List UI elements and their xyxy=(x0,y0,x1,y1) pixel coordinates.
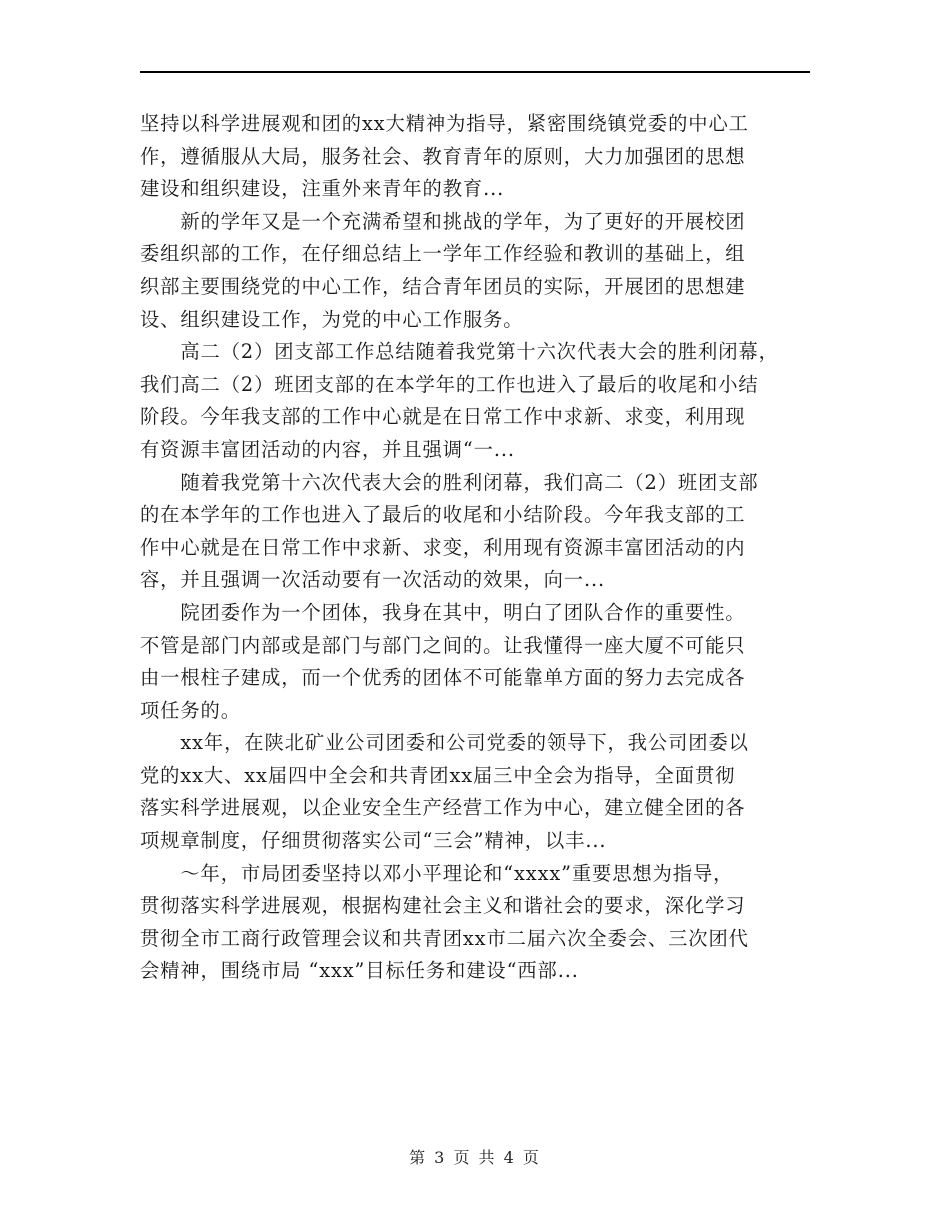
text-line: 织部主要围绕党的中心工作，结合青年团员的实际，开展团的思想建 xyxy=(140,274,746,298)
text-line: 委组织部的工作，在仔细总结上一学年工作经验和教训的基础上，组 xyxy=(140,242,746,266)
text-line: 落实科学进展观，以企业安全生产经营工作为中心，建立健全团的各 xyxy=(140,796,746,820)
text-line: 贯彻落实科学进展观，根据构建社会主义和谐社会的要求，深化学习 xyxy=(140,894,746,918)
text-line: 作，遵循服从大局，服务社会、教育青年的原则，大力加强团的思想 xyxy=(140,144,746,168)
text-line: 设、组织建设工作，为党的中心工作服务。 xyxy=(140,307,524,331)
text-line: 会精神，围绕市局 “xxx”目标任务和建设“西部... xyxy=(140,959,579,983)
text-line: 项规章制度，仔细贯彻落实公司“三会”精神，以丰... xyxy=(140,829,607,853)
text-line: ～年，市局团委坚持以邓小平理论和“xxxx”重要思想为指导， xyxy=(140,861,734,885)
page-number-footer: 第 3 页 共 4 页 xyxy=(409,1148,541,1167)
paragraph xyxy=(140,206,810,336)
text-line: 党的xx大、xx届四中全会和共青团xx届三中全会为指导，全面贯彻 xyxy=(140,763,736,787)
text-line: 坚持以科学进展观和团的xx大精神为指导，紧密围绕镇党委的中心工 xyxy=(140,112,749,135)
text-line: 作中心就是在日常工作中求新、求变，利用现有资源丰富团活动的内 xyxy=(140,535,746,559)
text-line: 项任务的。 xyxy=(140,698,241,722)
text-line: 容，并且强调一次活动要有一次活动的效果，向一... xyxy=(140,568,606,592)
paragraph xyxy=(140,336,810,466)
text-line: 的在本学年的工作也进入了最后的收尾和小结阶段。今年我支部的工 xyxy=(140,503,746,527)
paragraph xyxy=(140,727,810,857)
paragraph xyxy=(140,467,810,597)
text-line: 贯彻全市工商行政管理会议和共青团xx市二届六次全委会、三次团代 xyxy=(140,926,749,950)
text-line: 新的学年又是一个充满希望和挑战的学年，为了更好的开展校团 xyxy=(140,209,746,233)
document-body xyxy=(140,108,810,988)
text-line: 阶段。今年我支部的工作中心就是在日常工作中求新、求变，利用现 xyxy=(140,405,746,429)
paragraph xyxy=(140,108,810,206)
header-rule xyxy=(140,71,810,73)
text-line: 院团委作为一个团体，我身在其中，明白了团队合作的重要性。 xyxy=(140,600,746,624)
text-line: 随着我党第十六次代表大会的胜利闭幕，我们高二（2）班团支部 xyxy=(140,470,759,494)
text-line: 高二（2）团支部工作总结随着我党第十六次代表大会的胜利闭幕， xyxy=(140,340,779,364)
text-line: 由一根柱子建成，而一个优秀的团体不可能靠单方面的努力去完成各 xyxy=(140,666,746,690)
text-line: xx年，在陕北矿业公司团委和公司党委的领导下，我公司团委以 xyxy=(140,731,749,755)
text-line: 有资源丰富团活动的内容，并且强调“一... xyxy=(140,437,515,461)
paragraph xyxy=(140,858,810,988)
paragraph xyxy=(140,597,810,727)
text-line: 不管是部门内部或是部门与部门之间的。让我懂得一座大厦不可能只 xyxy=(140,633,746,657)
text-line: 我们高二（2）班团支部的在本学年的工作也进入了最后的收尾和小结 xyxy=(140,372,759,396)
text-line: 建设和组织建设，注重外来青年的教育... xyxy=(140,177,505,201)
